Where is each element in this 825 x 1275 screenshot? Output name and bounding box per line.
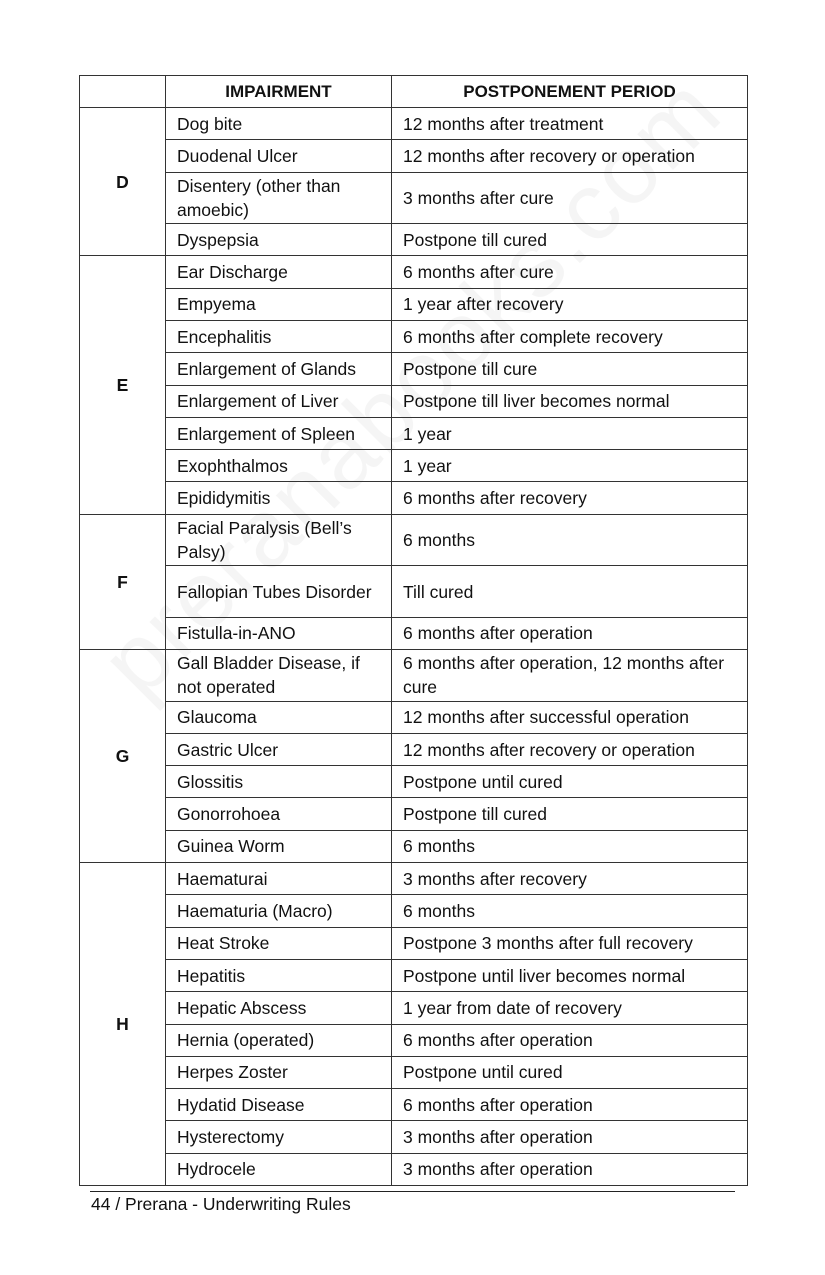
table-row: [80, 224, 748, 256]
postponement-cell: Postpone until liver becomes normal: [392, 959, 748, 991]
footer-divider: [90, 1191, 735, 1192]
table-row: [80, 320, 748, 352]
table-row: [80, 140, 748, 172]
table-header-row: [80, 76, 748, 108]
impairment-cell: Hernia (operated): [166, 1024, 392, 1056]
group-letter: D: [80, 108, 166, 256]
table-row: [80, 1089, 748, 1121]
table-row: [80, 798, 748, 830]
table-row: [80, 733, 748, 765]
impairment-cell: Epididymitis: [166, 482, 392, 514]
impairment-cell: Hydatid Disease: [166, 1089, 392, 1121]
impairment-cell: Gonorrohoea: [166, 798, 392, 830]
postponement-cell: 12 months after recovery or operation: [392, 140, 748, 172]
impairment-cell: Haematuria (Macro): [166, 895, 392, 927]
table-row: [80, 108, 748, 140]
impairment-cell: Encephalitis: [166, 320, 392, 352]
impairment-cell: Glaucoma: [166, 701, 392, 733]
group-letter: E: [80, 256, 166, 514]
postponement-cell: Postpone till cured: [392, 224, 748, 256]
table-row: [80, 863, 748, 895]
impairment-cell: Duodenal Ulcer: [166, 140, 392, 172]
impairment-cell: Empyema: [166, 288, 392, 320]
impairment-cell: Hysterectomy: [166, 1121, 392, 1153]
postponement-cell: Postpone till cured: [392, 798, 748, 830]
postponement-cell: Postpone till liver becomes normal: [392, 385, 748, 417]
postponement-cell: 6 months: [392, 895, 748, 927]
table-row: [80, 514, 748, 566]
impairment-cell: Dog bite: [166, 108, 392, 140]
group-letter: H: [80, 863, 166, 1186]
table-row: [80, 288, 748, 320]
postponement-cell: 6 months after operation: [392, 1024, 748, 1056]
impairment-cell: Dyspepsia: [166, 224, 392, 256]
impairment-cell: Disentery (other than amoebic): [166, 172, 392, 224]
postponement-cell: 1 year from date of recovery: [392, 992, 748, 1024]
postponement-table: [79, 75, 748, 1186]
impairment-cell: Glossitis: [166, 766, 392, 798]
postponement-cell: 1 year: [392, 417, 748, 449]
postponement-cell: 3 months after cure: [392, 172, 748, 224]
table-row: [80, 1024, 748, 1056]
postponement-cell: Till cured: [392, 566, 748, 618]
postponement-cell: 6 months after operation: [392, 1089, 748, 1121]
postponement-cell: 6 months after complete recovery: [392, 320, 748, 352]
impairment-cell: Ear Discharge: [166, 256, 392, 288]
impairment-cell: Gastric Ulcer: [166, 733, 392, 765]
postponement-cell: Postpone until cured: [392, 1056, 748, 1088]
impairment-cell: Haematurai: [166, 863, 392, 895]
table-row: [80, 766, 748, 798]
impairment-cell: Fallopian Tubes Disorder: [166, 566, 392, 618]
postponement-cell: 6 months after operation: [392, 617, 748, 649]
impairment-cell: Herpes Zoster: [166, 1056, 392, 1088]
table-row: [80, 830, 748, 862]
postponement-cell: 12 months after successful operation: [392, 701, 748, 733]
table-row: [80, 992, 748, 1024]
postponement-cell: 12 months after treatment: [392, 108, 748, 140]
postponement-cell: Postpone until cured: [392, 766, 748, 798]
table-row: [80, 353, 748, 385]
postponement-cell: 3 months after recovery: [392, 863, 748, 895]
postponement-cell: 12 months after recovery or operation: [392, 733, 748, 765]
postponement-cell: 1 year after recovery: [392, 288, 748, 320]
postponement-cell: 6 months: [392, 830, 748, 862]
table-row: [80, 1056, 748, 1088]
postponement-cell: Postpone till cure: [392, 353, 748, 385]
table-row: [80, 385, 748, 417]
postponement-cell: 3 months after operation: [392, 1153, 748, 1185]
impairment-cell: Hepatic Abscess: [166, 992, 392, 1024]
postponement-cell: 6 months after operation, 12 months after cure: [392, 650, 748, 702]
header-letter: [80, 76, 166, 108]
impairment-cell: Facial Paralysis (Bell’s Palsy): [166, 514, 392, 566]
impairment-cell: Hepatitis: [166, 959, 392, 991]
table-row: [80, 895, 748, 927]
impairment-cell: Enlargement of Glands: [166, 353, 392, 385]
page-footer: 44 / Prerana - Underwriting Rules: [91, 1194, 351, 1214]
table-row: [80, 617, 748, 649]
impairment-cell: Hydrocele: [166, 1153, 392, 1185]
table-row: [80, 1121, 748, 1153]
impairment-cell: Heat Stroke: [166, 927, 392, 959]
table-row: [80, 650, 748, 702]
table-row: [80, 450, 748, 482]
table-row: [80, 172, 748, 224]
header-postponement-period: POSTPONEMENT PERIOD: [392, 76, 748, 108]
postponement-cell: 6 months after cure: [392, 256, 748, 288]
table-row: [80, 1153, 748, 1185]
impairment-cell: Fistulla-in-ANO: [166, 617, 392, 649]
table-row: [80, 959, 748, 991]
table-row: [80, 417, 748, 449]
table-row: [80, 701, 748, 733]
table-row: [80, 566, 748, 618]
postponement-cell: 3 months after operation: [392, 1121, 748, 1153]
table-row: [80, 482, 748, 514]
impairment-cell: Enlargement of Spleen: [166, 417, 392, 449]
header-impairment: IMPAIRMENT: [166, 76, 392, 108]
impairment-cell: Gall Bladder Disease, if not operated: [166, 650, 392, 702]
table-row: [80, 256, 748, 288]
postponement-cell: Postpone 3 months after full recovery: [392, 927, 748, 959]
postponement-cell: 6 months after recovery: [392, 482, 748, 514]
table-row: [80, 927, 748, 959]
postponement-cell: 1 year: [392, 450, 748, 482]
group-letter: F: [80, 514, 166, 649]
impairment-cell: Guinea Worm: [166, 830, 392, 862]
postponement-cell: 6 months: [392, 514, 748, 566]
impairment-cell: Enlargement of Liver: [166, 385, 392, 417]
group-letter: G: [80, 650, 166, 863]
impairment-cell: Exophthalmos: [166, 450, 392, 482]
